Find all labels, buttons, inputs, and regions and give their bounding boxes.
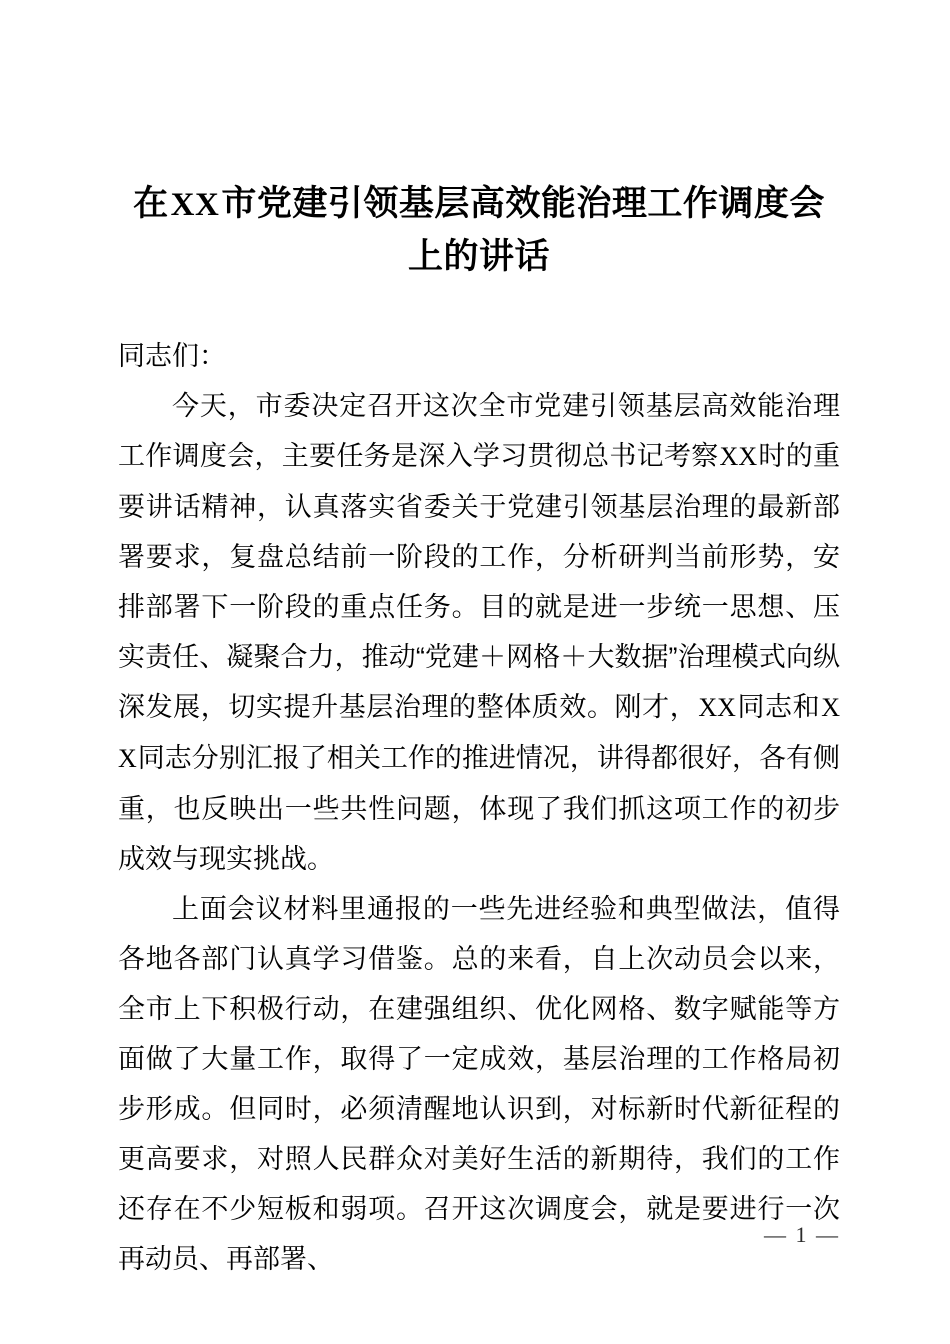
latin-placeholder: XX bbox=[698, 693, 736, 722]
document-body bbox=[118, 0, 840, 1284]
title-latin-placeholder: XX bbox=[170, 187, 220, 223]
cjk-text: 时的重要讲话精神，认真落实省委关于党建引领基层治理的最新部署要求，复盘总结前一阶段的工作，分析研判当前形势，安排部署下一阶段的重点任务。目的就是进一步统一思想、压实责任、凝聚合力，推动“党建＋网格＋大数据”治理模式向纵深发展，切实提升基层治理的整体质效。刚才， bbox=[118, 441, 841, 722]
title-line-2: 上的讲话 bbox=[407, 237, 550, 276]
cjk-text: 上面会议材料里通报的一些先进经验和典型做法，值得各地各部门认真学习借鉴。总的来看，自上次动员会以来，全市上下积极行动，在建强组织、优化网格、数字赋能等方面做了大量工作，取得了一定成效，基层治理的工作格局初步形成。但同时，必须清醒地认识到，对标新时代新征程的更高要求，对照人民群众对美好生活的新期待，我们的工作还存在不少短板和弱项。召开这次调度会，就是要进行一次再动员、再部署、 bbox=[118, 894, 840, 1274]
cjk-text: 同志和 bbox=[736, 692, 821, 722]
title-suffix: 市党建引领基层高效能治理工作调度会 bbox=[221, 184, 825, 223]
cjk-text: 同志分别汇报了相关工作的推进情况，讲得都很好，各有侧重，也反映出一些共性问题，体现了我们抓这项工作的初步成效与现实挑战。 bbox=[118, 743, 840, 874]
title-prefix: 在 bbox=[133, 184, 169, 223]
cjk-text: 今天，市委决定召开这次全市党建引领基层高效能治理工作调度会，主要任务是深入学习贯彻总书记考察 bbox=[118, 391, 840, 471]
page-title bbox=[118, 0, 840, 283]
latin-placeholder: XX bbox=[719, 442, 758, 471]
salutation: 同志们： bbox=[118, 341, 226, 371]
paragraph-1 bbox=[118, 381, 840, 884]
latin-placeholder: XX bbox=[118, 693, 841, 773]
page-number-footer: — 1 — bbox=[764, 1222, 840, 1247]
